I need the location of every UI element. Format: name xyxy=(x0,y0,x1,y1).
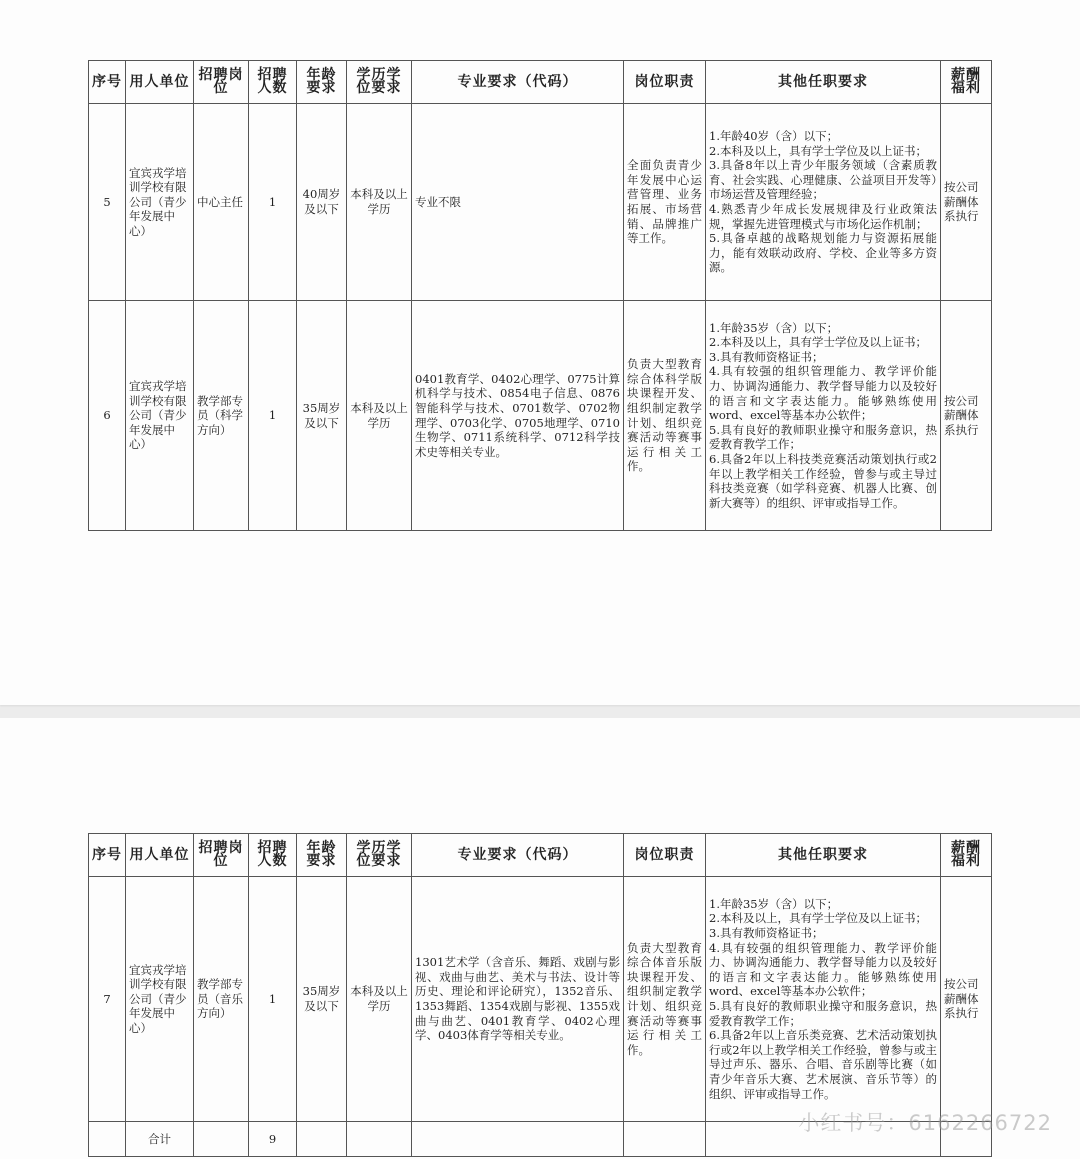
requirement-item: 5.具备卓越的战略规划能力与资源拓展能力，能有效联动政府、学校、企业等多方资源。 xyxy=(709,231,937,275)
requirement-item: 3.具有教师资格证书； xyxy=(709,926,824,941)
cell-duty: 负责大型教育综合体科学版块课程开发、组织制定教学计划、组织竞赛活动等赛事运行相关工作。 xyxy=(624,301,706,531)
header-cell-salary: 薪酬福利 xyxy=(941,61,992,104)
header-cell-count: 招聘人数 xyxy=(249,834,297,877)
cell-education: 本科及以上学历 xyxy=(347,104,412,301)
cell-other-requirements xyxy=(706,301,941,531)
total-count: 9 xyxy=(249,1122,297,1157)
cell-no: 6 xyxy=(89,301,126,531)
recruitment-table-page-1 xyxy=(88,60,992,531)
requirement-item: 1.年龄40岁（含）以下； xyxy=(709,129,839,144)
table-header-row xyxy=(89,61,992,104)
cell-duty: 负责大型教育综合体音乐版块课程开发、组织制定教学计划、组织竞赛活动等赛事运行相关工作。 xyxy=(624,877,706,1122)
cell-education: 本科及以上学历 xyxy=(347,877,412,1122)
cell-position: 教学部专员（科学方向） xyxy=(194,301,249,531)
requirement-item: 4.具有较强的组织管理能力、教学评价能力、协调沟通能力、教学督导能力以及较好的语言和文字表达能力。能够熟练使用word、excel等基本办公软件； xyxy=(709,940,937,999)
header-cell-duty: 岗位职责 xyxy=(624,834,706,877)
watermark-text: 小红书号：6162266722 xyxy=(798,1111,1052,1135)
table-row xyxy=(89,104,992,301)
header-cell-age: 年龄要求 xyxy=(297,61,347,104)
cell-empty xyxy=(347,1122,412,1157)
requirement-item: 5.具有良好的教师职业操守和服务意识，热爱教育教学工作； xyxy=(709,999,937,1028)
requirement-item: 1.年龄35岁（含）以下； xyxy=(709,896,839,911)
cell-major: 0401教育学、0402心理学、0775计算机科学与技术、0854电子信息、0876智能科学与技术、0701数学、0702物理学、0703化学、0705地理学、0710生物学、0711系统科学、0712科学技术史等相关专业。 xyxy=(412,301,624,531)
cell-empty xyxy=(412,1122,624,1157)
header-cell-major: 专业要求（代码） xyxy=(412,61,624,104)
requirement-item: 4.熟悉青少年成长发展规律及行业政策法规，掌握先进管理模式与市场化运作机制； xyxy=(709,202,937,231)
header-cell-unit: 用人单位 xyxy=(126,61,194,104)
table-row xyxy=(89,877,992,1122)
cell-position: 中心主任 xyxy=(194,104,249,301)
header-cell-duty: 岗位职责 xyxy=(624,61,706,104)
requirement-item: 3.具有教师资格证书； xyxy=(709,349,824,364)
cell-unit: 宜宾戎学培训学校有限公司（青少年发展中心） xyxy=(126,104,194,301)
header-cell-education: 学历学位要求 xyxy=(347,834,412,877)
cell-empty xyxy=(624,1122,706,1157)
cell-empty xyxy=(297,1122,347,1157)
cell-age: 35周岁及以下 xyxy=(297,301,347,531)
cell-position: 教学部专员（音乐方向） xyxy=(194,877,249,1122)
requirement-item: 6.具备2年以上科技类竞赛活动策划执行或2年以上教学相关工作经验，曾参与或主导过科技类竞赛（如学科竞赛、机器人比赛、创新大赛等）的组织、评审或指导工作。 xyxy=(709,451,937,510)
requirement-item: 3.具备8年以上青少年服务领域（含素质教育、社会实践、心理健康、公益项目开发等）市场运营及管理经验； xyxy=(709,158,937,202)
cell-unit: 宜宾戎学培训学校有限公司（青少年发展中心） xyxy=(126,301,194,531)
cell-salary: 按公司薪酬体系执行 xyxy=(941,104,992,301)
requirement-item: 5.具有良好的教师职业操守和服务意识，热爱教育教学工作； xyxy=(709,422,937,452)
header-cell-major: 专业要求（代码） xyxy=(412,834,624,877)
cell-count: 1 xyxy=(249,877,297,1122)
header-cell-no: 序号 xyxy=(89,61,126,104)
cell-salary: 按公司薪酬体系执行 xyxy=(941,301,992,531)
cell-count: 1 xyxy=(249,104,297,301)
header-cell-salary: 薪酬福利 xyxy=(941,834,992,877)
cell-salary: 按公司薪酬体系执行 xyxy=(941,877,992,1122)
cell-major: 专业不限 xyxy=(412,104,624,301)
header-cell-unit: 用人单位 xyxy=(126,834,194,877)
requirement-item: 1.年龄35岁（含）以下； xyxy=(709,320,839,335)
cell-duty: 全面负责青少年发展中心运营管理、业务拓展、市场营销、品牌推广等工作。 xyxy=(624,104,706,301)
cell-no: 5 xyxy=(89,104,126,301)
header-cell-position: 招聘岗位 xyxy=(194,834,249,877)
cell-count: 1 xyxy=(249,301,297,531)
cell-age: 40周岁及以下 xyxy=(297,104,347,301)
total-label: 合计 xyxy=(126,1122,194,1157)
cell-empty xyxy=(194,1122,249,1157)
cell-education: 本科及以上学历 xyxy=(347,301,412,531)
document-page-2 xyxy=(0,718,1080,1159)
requirement-item: 2.本科及以上，具有学士学位及以上证书； xyxy=(709,143,927,158)
table-row xyxy=(89,301,992,531)
cell-major: 1301艺术学（含音乐、舞蹈、戏剧与影视、戏曲与曲艺、美术与书法、设计等历史、理论和评论研究），1352音乐、1353舞蹈、1354戏剧与影视、1355戏曲与曲艺、0401教育学、0402心理学、0403体育学等相关专业。 xyxy=(412,877,624,1122)
cell-empty xyxy=(89,1122,126,1157)
table-header-row xyxy=(89,834,992,877)
requirement-item: 6.具备2年以上音乐类竞赛、艺术活动策划执行或2年以上教学相关工作经验，曾参与或主导过声乐、器乐、合唱、音乐剧等比赛（如青少年音乐大赛、艺术展演、音乐节等）的组织、评审或指导工作。 xyxy=(709,1028,937,1101)
cell-age: 35周岁及以下 xyxy=(297,877,347,1122)
header-cell-education: 学历学位要求 xyxy=(347,61,412,104)
requirement-item: 2.本科及以上，具有学士学位及以上证书； xyxy=(709,335,927,350)
header-cell-other: 其他任职要求 xyxy=(706,61,941,104)
header-cell-no: 序号 xyxy=(89,834,126,877)
cell-other-requirements xyxy=(706,104,941,301)
requirement-item: 4.具有较强的组织管理能力、教学评价能力、协调沟通能力、教学督导能力以及较好的语言和文字表达能力。能够熟练使用word、excel等基本办公软件； xyxy=(709,364,937,423)
requirement-item: 2.本科及以上，具有学士学位及以上证书； xyxy=(709,911,927,926)
cell-unit: 宜宾戎学培训学校有限公司（青少年发展中心） xyxy=(126,877,194,1122)
cell-other-requirements xyxy=(706,877,941,1122)
header-cell-age: 年龄要求 xyxy=(297,834,347,877)
header-cell-count: 招聘人数 xyxy=(249,61,297,104)
header-cell-position: 招聘岗位 xyxy=(194,61,249,104)
cell-no: 7 xyxy=(89,877,126,1122)
header-cell-other: 其他任职要求 xyxy=(706,834,941,877)
